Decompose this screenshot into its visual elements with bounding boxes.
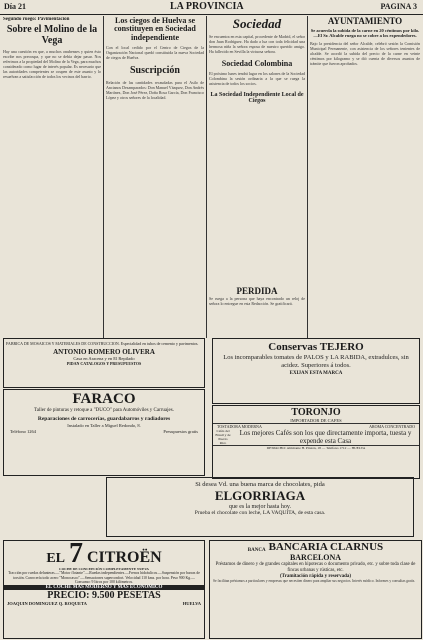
clarnus-heading bbox=[210, 541, 421, 553]
article-body: Hay una cuestión en que, a muchos onubenses y quien ésto escribe nos preocupa, y que no se debía dejar pasar. Nos referimos a la propiedad del Molino de la Vega, para muchos considerado como lugar de interés popular. Es necesario que las autoridades competentes se ocupen de este asunto y lo resuelvan a satisfacción de todos los vecinos del barrio. bbox=[3, 49, 101, 79]
citroen-heading bbox=[4, 541, 204, 567]
citroen-price-label: PRECIO: bbox=[47, 589, 90, 601]
citroen-bar: EL COCHE MAS MODERNO Y MAS ECONOMICO bbox=[4, 585, 204, 590]
column-rule bbox=[103, 16, 104, 338]
ad-toronjo bbox=[212, 405, 420, 479]
masthead: LA PROVINCIA bbox=[170, 1, 244, 12]
citroen-number: 7 bbox=[69, 540, 83, 569]
fabrica-body: FABRICA DE MOSAICOS Y MATERIALES DE CONSTRUCCION. Especialidad en tubos de cemento y pavimentos. bbox=[6, 341, 199, 346]
article-sociedad bbox=[209, 17, 305, 285]
column-rule bbox=[206, 16, 207, 338]
fabrica-address: Casa en Aracena y en El Repilado bbox=[73, 356, 135, 361]
page-number: PAGINA 3 bbox=[380, 2, 417, 11]
article-molino bbox=[3, 17, 101, 337]
citroen-price-value: 9.500 PESETAS bbox=[92, 589, 161, 601]
elgorriaga-line1: Si desea Vd. una buena marca de chocolates, pida bbox=[195, 481, 325, 488]
toronjo-footer: DESPACHO: Almirante H. Pinzón, 18 — Teléfono 1712 — HUELVA bbox=[213, 445, 419, 450]
clarnus-city: BARCELONA bbox=[289, 553, 342, 562]
ad-faraco bbox=[3, 389, 205, 476]
citroen-footer bbox=[4, 601, 204, 606]
faraco-title: FARACO bbox=[72, 391, 136, 407]
article-ciegos bbox=[106, 17, 204, 337]
toronjo-main bbox=[213, 429, 419, 445]
toronjo-title: TORONJO bbox=[291, 407, 341, 418]
toronjo-body: Los mejores Cafés son los que directamente importa, tuesta y expende esta Casa bbox=[239, 429, 412, 445]
article-title: AYUNTAMIENTO bbox=[327, 17, 403, 26]
citroen-city: HUELVA bbox=[182, 600, 201, 606]
ad-bancaria-clarnus bbox=[209, 540, 422, 639]
conservas-body: Los incomparables tomates de PALOS y LA RABIDA, extradulces, sin acidez. Superiores á todos. bbox=[223, 354, 409, 369]
clarnus-pre: BANCA bbox=[247, 548, 266, 553]
perdida-body: Se ruega a la persona que haya encontrado un reloj de señora lo entregue en esta Redacción. Se gratificará. bbox=[209, 296, 305, 307]
ad-elgorriaga bbox=[106, 477, 414, 537]
citroen-brand: CITROËN bbox=[87, 549, 162, 566]
elgorriaga-brand: ELGORRIAGA bbox=[214, 488, 306, 503]
citroen-tag: COCHE DE CONCEPCIÓN COMPLETAMENTE NUEVA bbox=[59, 567, 149, 571]
perdida-title: PERDIDA bbox=[236, 287, 278, 296]
citroen-pre: EL bbox=[46, 551, 65, 566]
clarnus-body: Se facilitan préstamos a particulares y empresas que necesiten dinero para ampliar sus negocios. Interés módico. Informes y consultas gratis. bbox=[213, 578, 416, 583]
toronjo-subtitle: IMPORTADOR DE CAFES bbox=[213, 418, 419, 424]
section-ciegos: La Sociedad Independiente Local de Ciegos bbox=[210, 92, 304, 105]
article-body: Se encuentra en esta capital, procedente de Madrid, el señor don Juan Rodríguez. Ha dado a luz con toda felicidad una hermosa niña la señora esposa de nuestro querido amigo. Ha fallecido en Sevilla la virtuosa señora. bbox=[209, 33, 305, 54]
citroen-price bbox=[4, 590, 204, 601]
article-ayuntamiento bbox=[310, 17, 420, 317]
faraco-line3: Instalado en Taller a Miguel Redondo, 8. bbox=[67, 423, 141, 428]
elgorriaga-line2: que es la mejor hasta hoy. bbox=[229, 504, 291, 510]
article-title: Sobre el Molino de la Vega bbox=[6, 24, 98, 46]
page-header bbox=[0, 0, 423, 15]
citroen-body: Tracción por ruedas delanteras.—"Motor flotante".—Ruedas independientes.—Frenos hidráulicos.—Suspensión por barras de torsión. Carrocería todo acero "Monocasco".—Sensaciones superconfort. Velocidad 110 kms. por hora. Peso 900 Kg.—Consumo: 9 litros por 100 kilómetros. bbox=[8, 571, 200, 585]
column-rule bbox=[307, 16, 308, 338]
article-title: Sociedad bbox=[232, 17, 282, 31]
faraco-line1: Taller de pinturas y retoque a "DUCO" para Automóviles y Carruajes. bbox=[34, 408, 174, 413]
toronjo-col-left: TOSTADORA MODERNA bbox=[217, 424, 262, 429]
toronjo-col-right: AROMA CONCENTRADO bbox=[369, 424, 415, 429]
conservas-title: Conservas TEJERO bbox=[268, 341, 364, 353]
colombina-body: El próximo lunes tendrá lugar en los salones de la Sociedad Colombina la sesión ordinaria a la que se ruega la asistencia de todos los socios. bbox=[209, 71, 305, 87]
article-title: Los ciegos de Huelva se constituyen en Sociedad independiente bbox=[114, 17, 196, 42]
ad-citroen bbox=[3, 540, 205, 639]
fabrica-name: ANTONIO ROMERO OLIVERA bbox=[53, 348, 155, 356]
article-body: Bajo la presidencia del señor Alcalde, celebró sesión la Comisión Municipal Permanente, con asistencia de los señores tenientes de alcalde. Se acordó la subida del precio de la carne en veinte céntimos por kilogramo y se dió cuenta de diversos asuntos de trámite que fueron aprobados. bbox=[310, 41, 420, 67]
clarnus-note: (Tramitación rápida y reservada) bbox=[279, 573, 352, 579]
suscripcion-body: Relación de las cantidades recaudadas para el Asilo de Ancianos Desamparados: Don Manuel Vázquez, Don Andrés Martínez, Don José Pérez, Doña Rosa García, Don Francisco López y otros señores de la localidad. bbox=[106, 79, 204, 100]
conservas-footer: EXIJAN ESTA MARCA bbox=[289, 371, 343, 376]
ad-conservas-tejero bbox=[212, 338, 420, 404]
faraco-phone: Teléfono 1264 bbox=[10, 429, 37, 434]
clarnus-title: BANCARIA CLARNUS bbox=[268, 541, 384, 553]
elgorriaga-line3: Prueba el chocolate con leche, LA VAQUITA, de esta casa. bbox=[194, 510, 326, 516]
issue-day: Día 21 bbox=[4, 2, 26, 11]
article-kicker: Segundo ruego: Pavimentación bbox=[3, 17, 70, 22]
notice-perdida bbox=[209, 287, 305, 337]
toronjo-side: Cafés del Brasil y de Puerto Rico bbox=[215, 429, 231, 445]
section-colombina: Sociedad Colombina bbox=[221, 58, 293, 68]
ad-fabrica-mosaicos bbox=[3, 338, 205, 388]
clarnus-line1: Préstamos de dinero y de grandes capitales en hipotecas o documento privado, etc. y sobre toda clase de fincas urbanas y rústicas, etc. bbox=[215, 562, 416, 573]
faraco-footer bbox=[4, 428, 204, 435]
article-body: Con el local cedido por el Centro de Ciegos de la Organización Nacional quedó constituida la nueva Sociedad de ciegos de Huelva. bbox=[106, 45, 204, 61]
citroen-dealer: JOAQUIN DOMINGUEZ Q. ROQUETA bbox=[7, 600, 87, 606]
faraco-quotes: Presupuestos gratis bbox=[163, 429, 198, 434]
fabrica-footer: PIDAN CATALOGOS Y PRESUPUESTOS bbox=[66, 361, 142, 366]
section-suscripcion: Suscripción bbox=[129, 65, 180, 77]
article-lede: Se acuerda la subida de la carne en 20 céntimos por kilo.—El Sr. Alcalde ruega no se cobre a los expendedores. bbox=[310, 28, 420, 39]
faraco-line2: Reparaciones de carrocerías, guardabarros y radiadores bbox=[37, 416, 171, 422]
